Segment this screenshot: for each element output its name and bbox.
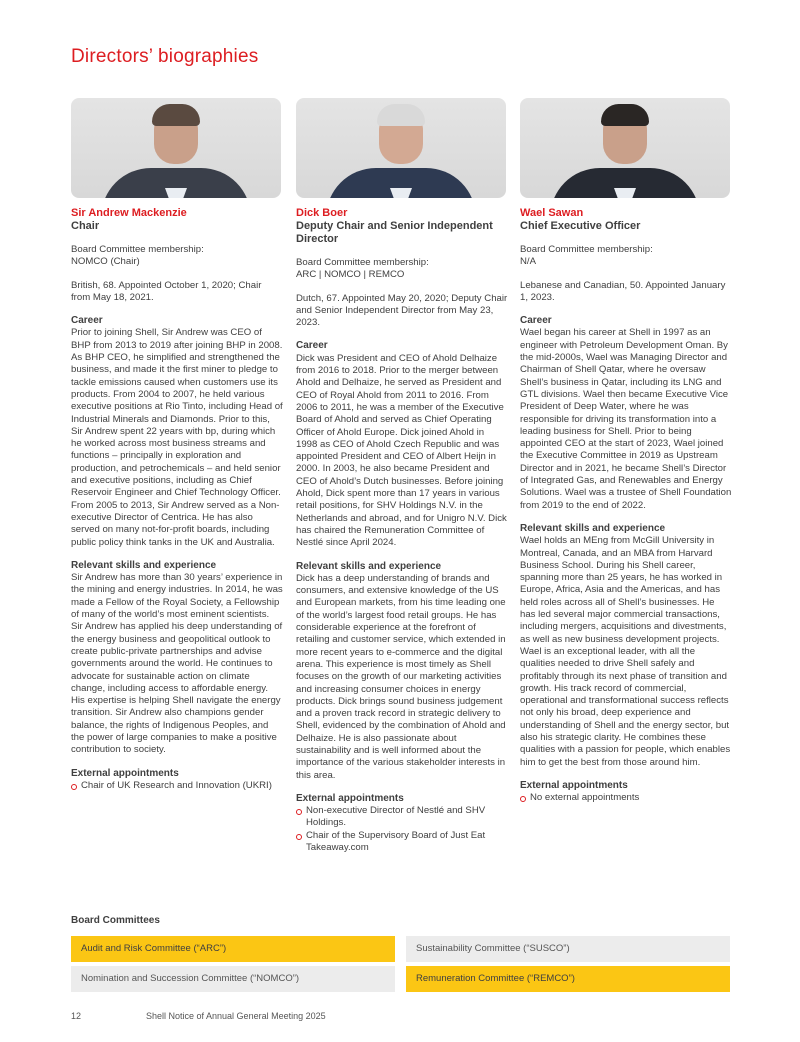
list-item: Non-executive Director of Nestlé and SHV Holdings. [296,805,508,830]
external-list [520,792,732,804]
director-role: Deputy Chair and Senior Independent Director [296,220,493,245]
director-details: British, 68. Appointed October 1, 2020; Chair from May 18, 2021. [71,279,262,303]
committee-arc: Audit and Risk Committee (“ARC”) [71,936,395,962]
committee-membership: Board Committee membership: ARC | NOMCO | REMCO [296,257,429,281]
director-role: Chair [71,220,100,232]
page-title: Directors’ biographies [71,46,259,67]
committee-remco: Remuneration Committee (“REMCO”) [406,966,730,992]
footer-doc-title: Shell Notice of Annual General Meeting 2025 [146,1011,326,1021]
list-item: Chair of the Supervisory Board of Just Eat Takeaway.com [296,830,508,855]
committee-membership: Board Committee membership: N/A [520,244,653,268]
director-photo [520,98,730,198]
director-name: Wael Sawan [520,207,584,219]
career-text: Prior to joining Shell, Sir Andrew was CEO of BHP from 2013 to 2019 after joining BHP in 2008. As BHP CEO, he simplified and strengthened the business, and made it the first miner to pledge to tackle emissions caused when customers use its products. From 2004 to 2007, he held various executive positions at Rio Tinto, including Head of Industrial Minerals and Diamonds. Prior to this, Sir Andrew spent 22 years with bp, during which he worked across most business streams and functions – principally in exploration and production, and petrochemicals – and held senior and executive positions, including as Chief Reservoir Engineer and Chief Technology Officer. From 2005 to 2013, Sir Andrew served as a Non-executive Director of Centrica. He has also served on many not-for-profit boards, including public policy think tanks in the UK and Australia. [71,327,283,548]
external-heading: External appointments [520,779,628,791]
skills-text: Dick has a deep understanding of brands and consumers, and extensive knowledge of the US and European markets, from his time leading one of the world’s largest food retail groups. He has considerable experience at the forefront of retailing and customer service, which extended in more recent years to e-commerce and the digital arena. This experience is most timely as Shell focuses on the growth of our marketing activities and increasing consumer choices in energy products. Dick brings sound business judgement and a proven track record in strategic delivery to Shell, evidenced by the combination of Ahold and Delhaize. He is also passionate about sustainability and is well informed about the importance of the various stakeholder interests in this area. [296,572,506,781]
director-name: Dick Boer [296,207,348,219]
page-number: 12 [71,1011,82,1021]
external-list [71,780,283,792]
external-list [296,805,508,854]
career-heading: Career [520,315,552,327]
director-name: Sir Andrew Mackenzie [71,207,187,219]
skills-text: Sir Andrew has more than 30 years’ experience in the mining and energy industries. In 2014, he was made a Fellow of the Royal Society, a Fellowship of many of the world’s most eminent scientists. Sir Andrew has applied his deep understanding of the energy business and geopolitical outlook to create public-private partnerships and advise governments around the world. He continues to advocate for sustainable action on climate change, including access to affordable energy. His expertise is helping Shell navigate the energy transition. Sir Andrew also champions gender balance, the rights of Indigenous Peoples, and the power of large companies to make a positive contribution to society. [71,572,283,756]
committee-nomco: Nomination and Succession Committee (“NOMCO”) [71,966,395,992]
career-heading: Career [296,340,328,352]
skills-text: Wael holds an MEng from McGill University in Montreal, Canada, and an MBA from Harvard Business School. During his Shell career, spanning more than 25 years, he has worked in Europe, Africa, Asia and the Americas, and has held roles across all of Shell’s businesses. He has led several major commercial transactions, including mergers, acquisitions and divestments, as well as new business development projects. Wael is an exceptional leader, with all the qualities needed to drive Shell safely and profitably through its next phase of transition and growth. His track record of commercial, operational and transformational success reflects not only his broad, deep experience and understanding of Shell and the energy sector, but also his strategic clarity. He combines these qualities with a passion for people, which enables him to get the best from those around him. [520,535,731,768]
career-text: Wael began his career at Shell in 1997 as an engineer with Petroleum Development Oman. By the mid-2000s, Wael was Managing Director and Chairman of Shell Qatar, where he oversaw Shell’s business in Qatar, including its LNG and GTL divisions. Wael then became Executive Vice President of Deep Water, where he was responsible for driving its transformation into a leading business for Shell. Prior to being appointed CEO at the start of 2023, Wael joined the Executive Committee in 2019 as Upstream Director and in 2021, he became Shell’s Director of Integrated Gas, and Renewables and Energy Solutions. Wael was a trustee of Shell Foundation from 2019 to the end of 2022. [520,327,732,511]
board-committees-title: Board Committees [71,915,160,926]
director-details: Dutch, 67. Appointed May 20, 2020; Deputy Chair and Senior Independent Director from May 23, 2023. [296,292,508,329]
list-item: Chair of UK Research and Innovation (UKRI) [71,780,283,792]
director-details: Lebanese and Canadian, 50. Appointed January 1, 2023. [520,279,726,303]
committee-susco: Sustainability Committee (“SUSCO”) [406,936,730,962]
skills-heading: Relevant skills and experience [520,522,666,534]
director-column-3 [520,98,732,804]
skills-heading: Relevant skills and experience [296,560,442,572]
director-column-2 [296,98,508,854]
director-photo [71,98,281,198]
list-item: No external appointments [520,792,732,804]
director-column-1 [71,98,283,792]
director-photo [296,98,506,198]
committee-membership: Board Committee membership: NOMCO (Chair) [71,244,204,268]
skills-heading: Relevant skills and experience [71,559,217,571]
external-heading: External appointments [296,792,404,804]
career-heading: Career [71,315,103,327]
director-role: Chief Executive Officer [520,220,641,232]
external-heading: External appointments [71,767,179,779]
career-text: Dick was President and CEO of Ahold Delhaize from 2016 to 2018. Prior to the merger between Ahold and Delhaize, he served as President and CEO of Royal Ahold from 2011 to 2016. From 2006 to 2011, he was a member of the Executive Board of Ahold and served as Chief Operating Officer of Ahold Europe. Dick joined Ahold in 1998 as CEO of Ahold Czech Republic and was appointed President and CEO of Albert Heijn in 2000. In 2003, he also became President and CEO of Ahold’s Dutch businesses. Before joining Ahold, Dick spent more than 17 years in various retail positions, for SHV Holdings N.V. in the Netherlands and abroad, and for Unigro N.V. Dick has chaired the Remuneration Committee of Nestlé since April 2024. [296,352,507,549]
